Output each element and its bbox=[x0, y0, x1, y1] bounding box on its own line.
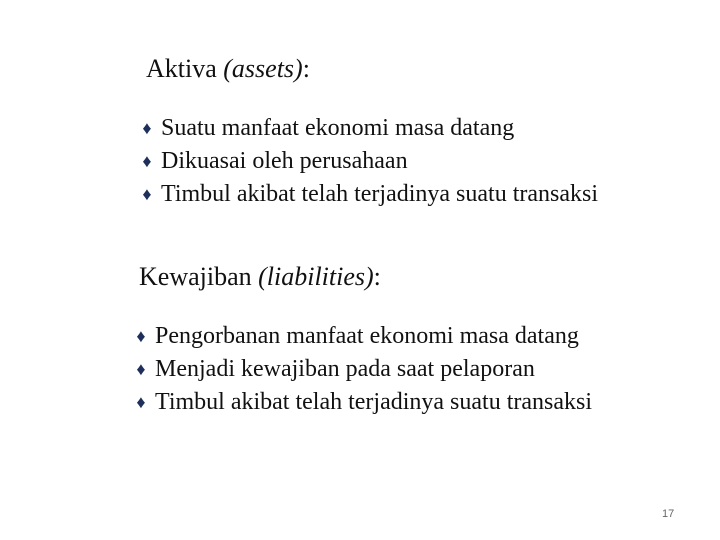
list-item-text: Suatu manfaat ekonomi masa datang bbox=[161, 115, 515, 141]
section-heading-aktiva bbox=[146, 56, 310, 82]
list-item-text: Dikuasai oleh perusahaan bbox=[161, 148, 408, 174]
diamond-bullet-icon: ♦ bbox=[136, 392, 146, 412]
list-item bbox=[131, 320, 592, 353]
heading-colon: : bbox=[373, 262, 381, 291]
heading-term: Kewajiban bbox=[139, 262, 259, 291]
aktiva-bullet-list bbox=[137, 112, 598, 211]
list-item bbox=[137, 178, 598, 211]
list-item bbox=[137, 112, 598, 145]
diamond-bullet-icon: ♦ bbox=[142, 184, 152, 204]
heading-term: Aktiva bbox=[146, 54, 224, 83]
list-item-text: Menjadi kewajiban pada saat pelaporan bbox=[155, 356, 535, 382]
section-heading-kewajiban bbox=[139, 264, 381, 290]
diamond-bullet-icon: ♦ bbox=[136, 326, 146, 346]
list-item-text: Pengorbanan manfaat ekonomi masa datang bbox=[155, 323, 579, 349]
heading-term-english: (liabilities) bbox=[258, 262, 374, 291]
list-item bbox=[137, 145, 598, 178]
diamond-bullet-icon: ♦ bbox=[142, 118, 152, 138]
heading-colon: : bbox=[302, 54, 310, 83]
diamond-bullet-icon: ♦ bbox=[136, 359, 146, 379]
list-item-text: Timbul akibat telah terjadinya suatu transaksi bbox=[155, 389, 593, 415]
list-item bbox=[131, 353, 592, 386]
kewajiban-bullet-list bbox=[131, 320, 592, 419]
heading-term-english: (assets) bbox=[223, 54, 303, 83]
list-item bbox=[131, 386, 592, 419]
diamond-bullet-icon: ♦ bbox=[142, 151, 152, 171]
page-number: 17 bbox=[662, 508, 675, 520]
list-item-text: Timbul akibat telah terjadinya suatu transaksi bbox=[161, 181, 599, 207]
